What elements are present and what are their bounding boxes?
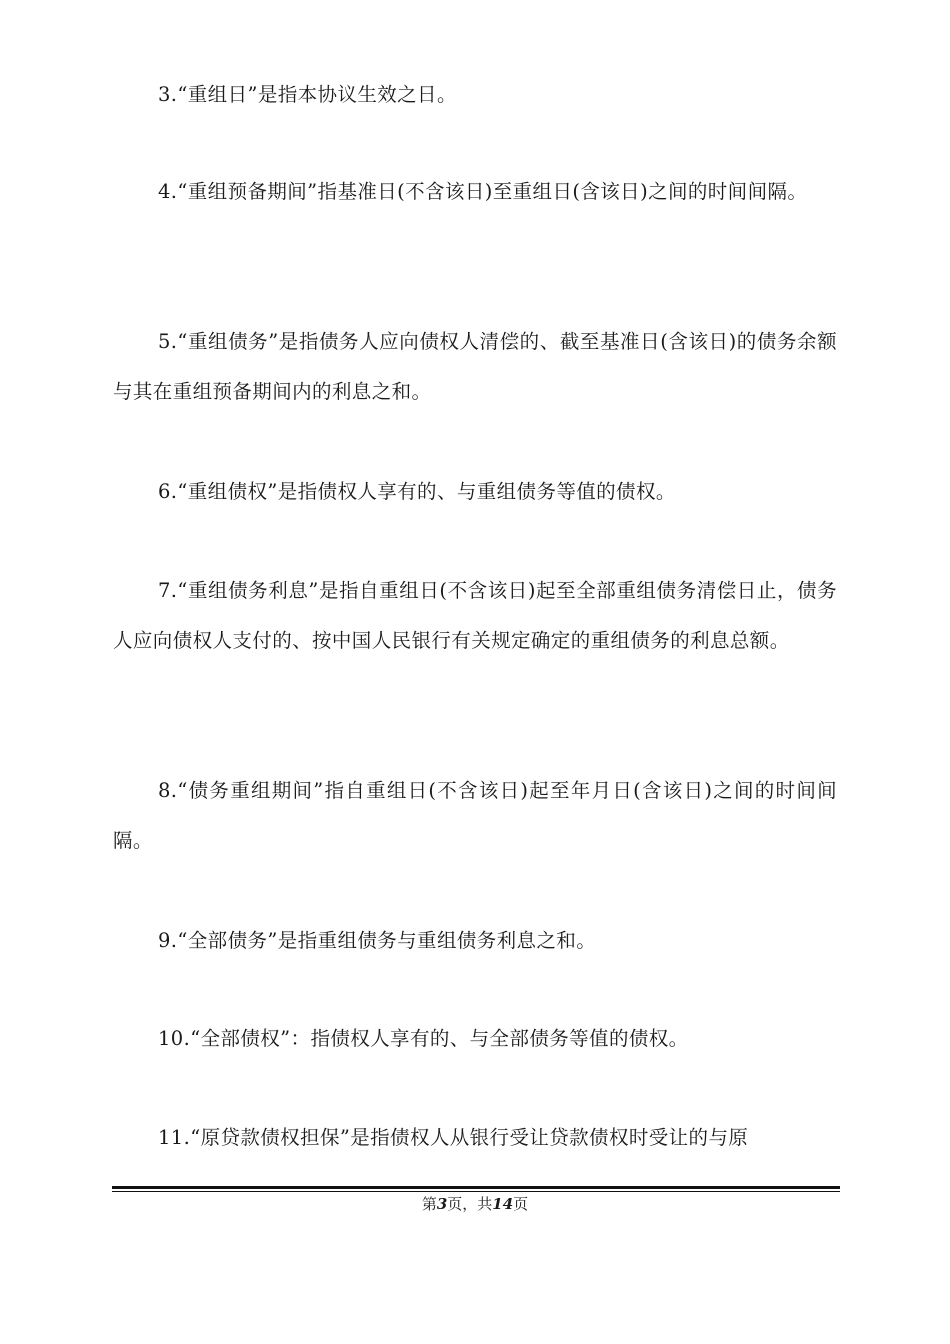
footer-middle: 页，共 bbox=[447, 1195, 493, 1213]
page-number: 3 bbox=[436, 1195, 448, 1213]
page-footer bbox=[0, 1192, 950, 1216]
paragraph-9: 9.“全部债务”是指重组债务与重组债务利息之和。 bbox=[158, 929, 597, 952]
page-total: 14 bbox=[492, 1195, 514, 1213]
paragraph-5: 5.“重组债务”是指债务人应向债权人清偿的、截至基准日(含该日)的债务余额与其在重组预备期间内的利息之和。 bbox=[113, 330, 837, 403]
paragraph-6: 6.“重组债权”是指债权人享有的、与重组债务等值的债权。 bbox=[158, 480, 676, 503]
paragraph-3: 3.“重组日”是指本协议生效之日。 bbox=[158, 83, 457, 106]
footer-rule-thick bbox=[112, 1186, 840, 1189]
paragraph-8: 8.“债务重组期间”指自重组日(不含该日)起至年月日(含该日)之间的时间间隔。 bbox=[113, 779, 837, 852]
footer-suffix: 页 bbox=[513, 1195, 529, 1213]
paragraph-10: 10.“全部债权”：指债权人享有的、与全部债务等值的债权。 bbox=[158, 1027, 689, 1050]
paragraph-11: 11.“原贷款债权担保”是指债权人从银行受让贷款债权时受让的与原 bbox=[158, 1126, 749, 1149]
footer-prefix: 第 bbox=[421, 1195, 437, 1213]
paragraph-7: 7.“重组债务利息”是指自重组日(不含该日)起至全部重组债务清偿日止，债务人应向债权人支付的、按中国人民银行有关规定确定的重组债务的利息总额。 bbox=[113, 579, 837, 652]
paragraph-4: 4.“重组预备期间”指基准日(不含该日)至重组日(含该日)之间的时间间隔。 bbox=[158, 180, 808, 203]
